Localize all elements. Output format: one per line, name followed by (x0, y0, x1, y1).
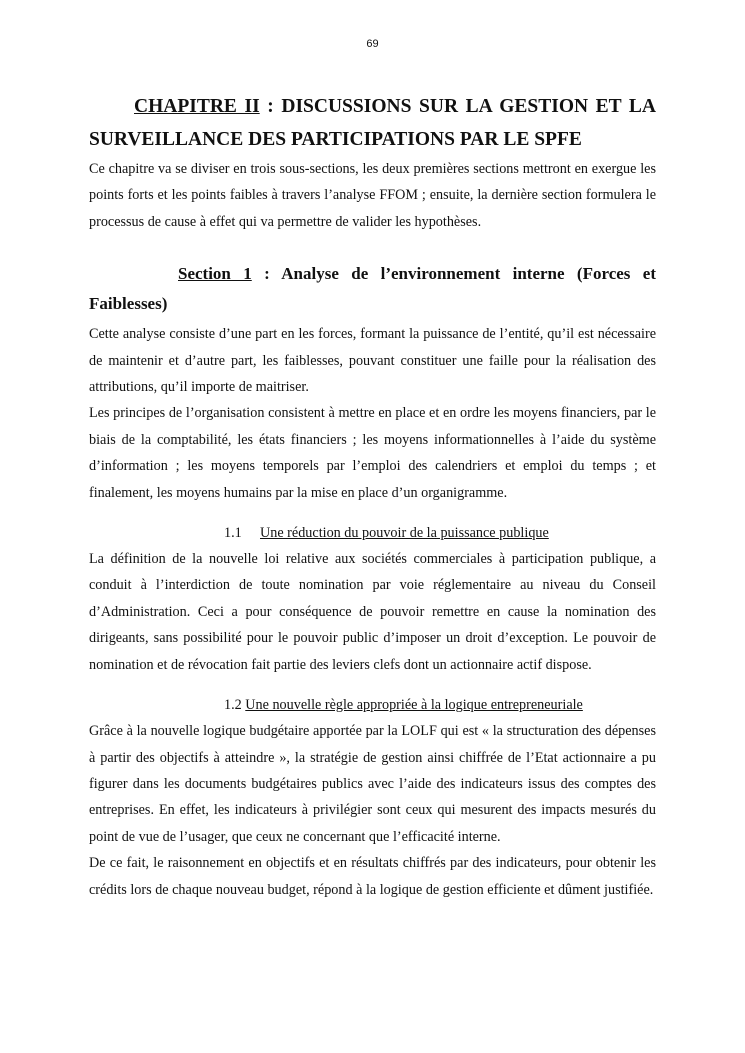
section-paragraph-1: Cette analyse consiste d’une part en les forces, formant la puissance de l’entité, qu’il est nécessaire de maintenir et d’autre part, les faiblesses, pouvant constituer une faille pour la réalisation des attributions, qu’il importe de maitriser. (89, 326, 656, 396)
section-label: Section 1 (178, 264, 252, 284)
chapter-title-text: : DISCUSSIONS SUR LA GESTION ET LA SURVEILLANCE DES PARTICIPATIONS PAR LE SPFE (89, 96, 657, 150)
document-body (89, 90, 656, 903)
page-number: 69 (366, 38, 379, 50)
chapter-title (89, 90, 656, 156)
chapter-label: CHAPITRE II (134, 96, 260, 117)
subsection-number: 1.1 (224, 525, 242, 542)
subsection-title: Une nouvelle règle appropriée à la logique entrepreneuriale (245, 697, 583, 714)
chapter-intro: Ce chapitre va se diviser en trois sous-sections, les deux premières sections mettront en exergue les points forts et les points faibles à travers l’analyse FFOM ; ensuite, la dernière section formulera le processus de cause à effet qui va permettre de valider les hypothèses. (89, 161, 656, 230)
subsection-1-1-heading (89, 520, 656, 546)
subsection-title: Une réduction du pouvoir de la puissance publique (260, 525, 549, 542)
subsection-number: 1.2 (224, 697, 242, 714)
subsection-1-2-heading (89, 692, 656, 718)
section-title-text: : Analyse de l’environnement interne (Forces et Faiblesses) (89, 264, 656, 314)
section-title (89, 259, 656, 319)
subsection-1-1-paragraph: La définition de la nouvelle loi relative aux sociétés commerciales à participation publique, a conduit à l’interdiction de toute nomination par voie réglementaire au niveau du Conseil d’Administration. Ceci a pour conséquence de pouvoir remettre en cause la nomination des dirigeants, sans possibilité pour le pouvoir public d’imposer un droit d’exception. Le pouvoir de nomination et de révocation fait partie des leviers clefs dont un actionnaire actif dispose. (89, 551, 656, 673)
subsection-1-2-paragraph-2: De ce fait, le raisonnement en objectifs et en résultats chiffrés par des indicateurs, pour obtenir les crédits lors de chaque nouveau budget, répond à la logique de gestion efficiente et dûment justifiée. (89, 855, 656, 898)
subsection-1-2-paragraph-1: Grâce à la nouvelle logique budgétaire apportée par la LOLF qui est « la structuration des dépenses à partir des objectifs à atteindre », la stratégie de gestion ainsi chiffrée de l’Etat actionnaire a pu figurer dans les documents budgétaires publics avec l’aide des indicateurs issus des comptes des entreprises. En effet, les indicateurs à privilégier sont ceux qui mesurent des impacts mesurés du point de vue de l’usager, que ceux ne concernant que l’efficacité interne. (89, 723, 656, 845)
section-paragraph-2: Les principes de l’organisation consistent à mettre en place et en ordre les moyens financiers, par le biais de la comptabilité, les états financiers ; les moyens informationnelles à l’aide du système d’information ; les moyens temporels par l’emploi des calendriers et emploi du temps ; et finalement, les moyens humains par la mise en place d’un organigramme. (89, 405, 656, 501)
